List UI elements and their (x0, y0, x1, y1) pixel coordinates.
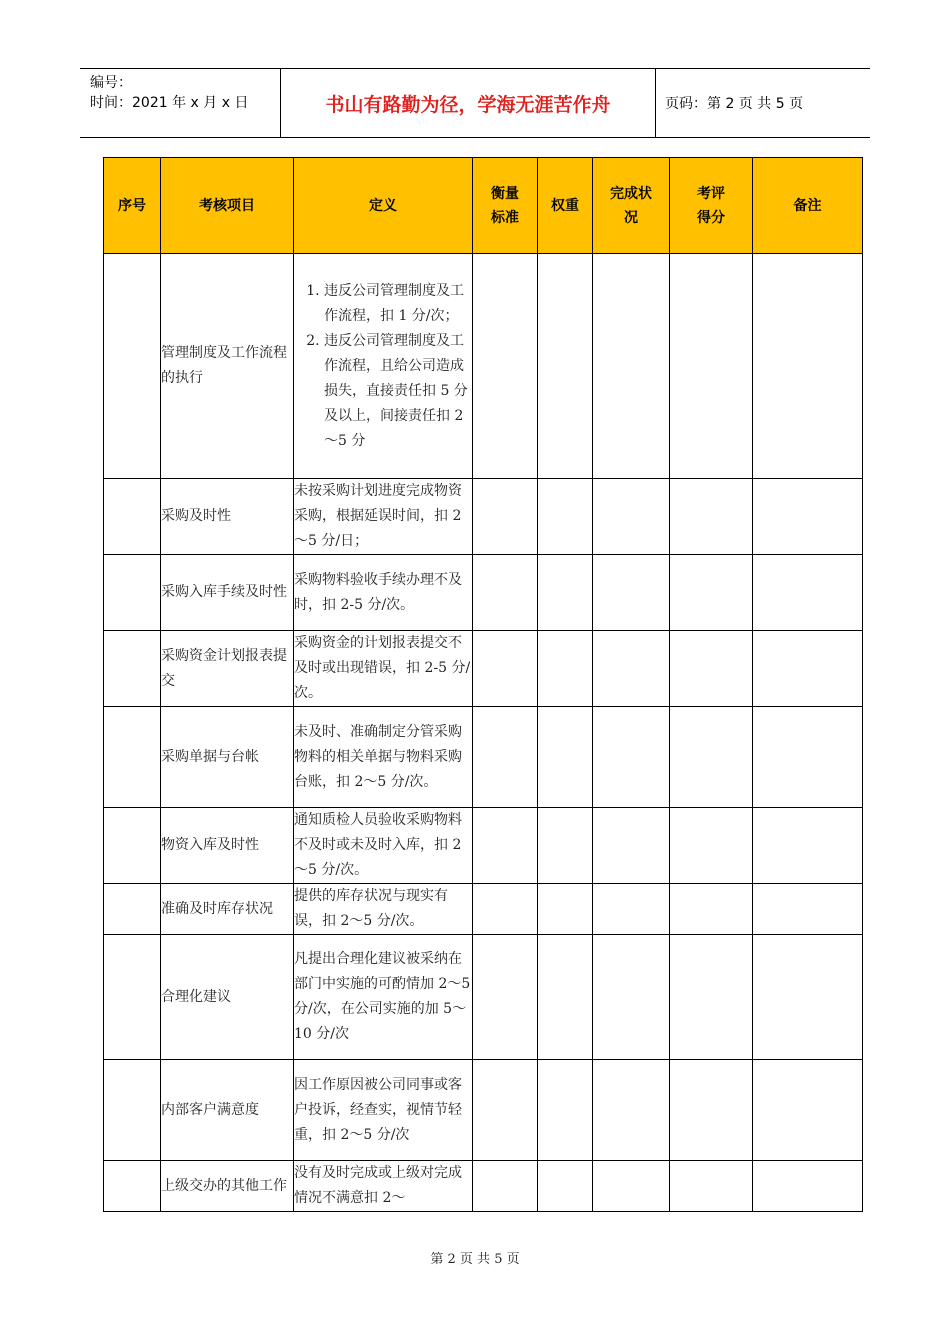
cell-standard[interactable] (473, 555, 538, 631)
cell-score[interactable] (670, 479, 753, 555)
page-footer: 第 2 页 共 5 页 (430, 1252, 520, 1267)
cell-status[interactable] (593, 707, 670, 808)
cell-standard[interactable] (473, 808, 538, 884)
cell-standard[interactable] (473, 707, 538, 808)
assessment-table (103, 157, 863, 1212)
cell-score[interactable] (670, 1060, 753, 1161)
table-row (104, 884, 863, 935)
list-item: 1. 违反公司管理制度及工作流程，扣 1 分/次； (324, 279, 472, 329)
cell-definition (294, 254, 473, 479)
cell-weight[interactable] (538, 707, 593, 808)
cell-item: 采购入库手续及时性 (161, 555, 294, 631)
cell-status[interactable] (593, 254, 670, 479)
cell-index (104, 884, 161, 935)
table-header-row (104, 158, 863, 254)
cell-index (104, 808, 161, 884)
cell-standard[interactable] (473, 254, 538, 479)
col-header-status: 完成状 况 (593, 158, 670, 254)
cell-standard[interactable] (473, 935, 538, 1060)
cell-remark[interactable] (753, 254, 863, 479)
table-row (104, 1161, 863, 1212)
cell-weight[interactable] (538, 808, 593, 884)
cell-remark[interactable] (753, 808, 863, 884)
cell-weight[interactable] (538, 884, 593, 935)
cell-status[interactable] (593, 631, 670, 707)
cell-item: 准确及时库存状况 (161, 884, 294, 935)
cell-status[interactable] (593, 1161, 670, 1212)
cell-index (104, 631, 161, 707)
cell-item: 管理制度及工作流程的执行 (161, 254, 294, 479)
table-row (104, 479, 863, 555)
cell-standard[interactable] (473, 631, 538, 707)
table-row (104, 631, 863, 707)
cell-remark[interactable] (753, 1060, 863, 1161)
col-header-remark: 备注 (753, 158, 863, 254)
cell-definition: 提供的库存状况与现实有误，扣 2～5 分/次。 (294, 884, 473, 935)
cell-score[interactable] (670, 1161, 753, 1212)
cell-weight[interactable] (538, 254, 593, 479)
cell-status[interactable] (593, 1060, 670, 1161)
col-header-score: 考评 得分 (670, 158, 753, 254)
cell-definition: 通知质检人员验收采购物料不及时或未及时入库，扣 2～5 分/次。 (294, 808, 473, 884)
page-label: 页码：第 2 页 共 5 页 (665, 96, 804, 112)
col-header-standard: 衡量 标准 (473, 158, 538, 254)
document-header (80, 68, 870, 138)
cell-score[interactable] (670, 707, 753, 808)
cell-definition: 未及时、准确制定分管采购物料的相关单据与物料采购台账，扣 2～5 分/次。 (294, 707, 473, 808)
col-header-item: 考核项目 (161, 158, 294, 254)
cell-item: 合理化建议 (161, 935, 294, 1060)
cell-standard[interactable] (473, 1060, 538, 1161)
col-header-index: 序号 (104, 158, 161, 254)
cell-definition: 凡提出合理化建议被采纳在部门中实施的可酌情加 2～5 分/次，在公司实施的加 5～10 分/次 (294, 935, 473, 1060)
cell-status[interactable] (593, 935, 670, 1060)
cell-score[interactable] (670, 808, 753, 884)
cell-index (104, 1060, 161, 1161)
table-row (104, 1060, 863, 1161)
cell-index (104, 479, 161, 555)
cell-index (104, 1161, 161, 1212)
cell-item: 采购及时性 (161, 479, 294, 555)
cell-item: 采购单据与台帐 (161, 707, 294, 808)
cell-remark[interactable] (753, 631, 863, 707)
table-row (104, 935, 863, 1060)
table-row (104, 808, 863, 884)
cell-status[interactable] (593, 808, 670, 884)
cell-remark[interactable] (753, 707, 863, 808)
cell-score[interactable] (670, 884, 753, 935)
cell-remark[interactable] (753, 884, 863, 935)
cell-definition: 未按采购计划进度完成物资采购，根据延误时间，扣 2～5 分/日； (294, 479, 473, 555)
cell-standard[interactable] (473, 1161, 538, 1212)
cell-weight[interactable] (538, 479, 593, 555)
cell-remark[interactable] (753, 935, 863, 1060)
cell-item: 物资入库及时性 (161, 808, 294, 884)
col-header-definition: 定义 (294, 158, 473, 254)
cell-status[interactable] (593, 555, 670, 631)
table-row (104, 254, 863, 479)
table-row (104, 707, 863, 808)
cell-definition: 因工作原因被公司同事或客户投诉，经查实，视情节轻重，扣 2～5 分/次 (294, 1060, 473, 1161)
cell-standard[interactable] (473, 479, 538, 555)
table-row (104, 555, 863, 631)
cell-status[interactable] (593, 479, 670, 555)
cell-score[interactable] (670, 935, 753, 1060)
cell-standard[interactable] (473, 884, 538, 935)
list-item: 2. 违反公司管理制度及工作流程，且给公司造成损失，直接责任扣 5 分及以上，间接责任扣 2～5 分 (324, 329, 472, 454)
cell-index (104, 935, 161, 1060)
cell-index (104, 254, 161, 479)
cell-status[interactable] (593, 884, 670, 935)
cell-weight[interactable] (538, 631, 593, 707)
cell-weight[interactable] (538, 1161, 593, 1212)
cell-weight[interactable] (538, 555, 593, 631)
cell-weight[interactable] (538, 1060, 593, 1161)
cell-remark[interactable] (753, 555, 863, 631)
cell-definition: 没有及时完成或上级对完成情况不满意扣 2～ (294, 1161, 473, 1212)
cell-remark[interactable] (753, 1161, 863, 1212)
cell-item: 内部客户满意度 (161, 1060, 294, 1161)
time-label: 时间：2021 年 x 月 x 日 (90, 95, 249, 111)
motto: 书山有路勤为径，学海无涯苦作舟 (280, 69, 656, 137)
cell-remark[interactable] (753, 479, 863, 555)
cell-item: 上级交办的其他工作 (161, 1161, 294, 1212)
cell-definition: 采购资金的计划报表提交不及时或出现错误，扣 2-5 分/次。 (294, 631, 473, 707)
number-label: 编号： (90, 75, 132, 91)
cell-item: 采购资金计划报表提交 (161, 631, 294, 707)
cell-definition: 采购物料验收手续办理不及时，扣 2-5 分/次。 (294, 555, 473, 631)
cell-score[interactable] (670, 555, 753, 631)
cell-index (104, 707, 161, 808)
cell-score[interactable] (670, 631, 753, 707)
header-info (80, 69, 280, 137)
cell-score[interactable] (670, 254, 753, 479)
definition-list (294, 279, 472, 454)
col-header-weight: 权重 (538, 158, 593, 254)
cell-weight[interactable] (538, 935, 593, 1060)
cell-index (104, 555, 161, 631)
